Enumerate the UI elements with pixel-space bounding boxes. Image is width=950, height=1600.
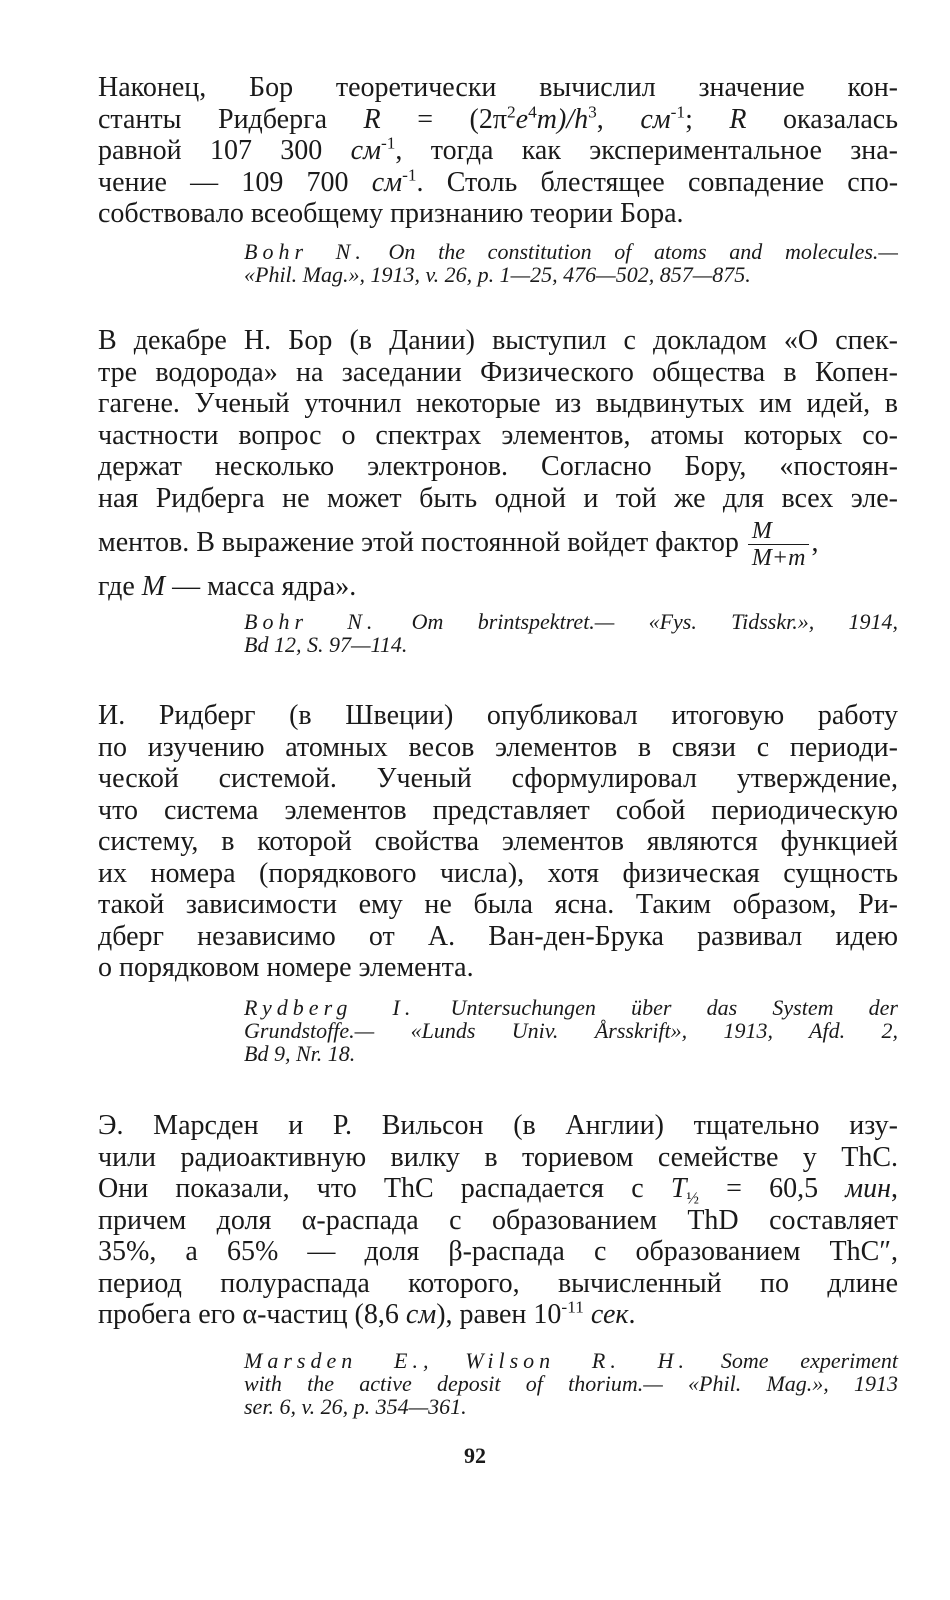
text-line: И. Ридберг (в Швеции) опубликовал итоговую работу [98, 700, 898, 731]
text-line: частности вопрос о спектрах элементов, атомы которых со- [98, 419, 898, 451]
text-line: равной 107 300 $см^{-1}$, тогда как экспериментальное зна- [98, 133, 899, 166]
text-line: такой зависимости ему не была ясна. Таким образом, Ри- [98, 889, 898, 920]
fraction-formula: $\frac{M}{M+m}$ [748, 518, 810, 571]
text-line: В декабре Н. Бор (в Дании) выступил с докладом «О спек- [98, 325, 898, 356]
reference-author: Marsden E., [244, 1348, 434, 1373]
text-line: тре водорода» на заседании Физического общества в Копен- [98, 356, 898, 388]
text-line: их номера (порядкового числа), хотя физическая сущность [98, 857, 898, 889]
text-line: станты Ридберга $R = (2\pi^2e^4m)/h^3$, $см^{-1}$; R оказалась [98, 102, 898, 135]
text-line: дберг независимо от А. Ван-ден-Брука развивал идею [98, 920, 898, 952]
reference-bohr-1913: Bohr N. On the constitution of atoms and molecules.— «Phil. Mag.», 1913, v. 26, p. 1—25, 476—502, 857—875. [244, 239, 898, 287]
reference-author: Rydberg I. [244, 995, 416, 1020]
text-line: ческой системой. Ученый сформулировал утверждение, [98, 763, 898, 794]
text-line: по изучению атомных весов элементов в связи с периоди- [98, 731, 898, 763]
text-line: Наконец, Бор теоретически вычислил значение кон- [98, 72, 898, 103]
reference-marsden-wilson-1913: Marsden E., Wilson R. H. Some experiment with the active deposit of thorium.— «Phil. Mag.», 1913 ser. 6, v. 26, p. 354—361. [244, 1348, 899, 1419]
paragraph-rydberg-periodic-system [98, 700, 898, 984]
text-line: гагене. Ученый уточнил некоторые из выдвинутых им идей, в [98, 388, 898, 419]
text-line: 35%, а 65% — доля β-распада с образованием ThC″, [98, 1236, 898, 1267]
text-line: что система элементов представляет собой периодическую [98, 794, 898, 826]
reference-author: Wilson R. H. [465, 1348, 690, 1373]
text-line: держат несколько электронов. Согласно Бору, «постоян- [98, 451, 898, 482]
text-line: чили радиоактивную вилку в ториевом семействе у ThC. [98, 1141, 898, 1173]
reference-rydberg-1913: Rydberg I. Untersuchungen über das System der Grundstoffe.— «Lunds Univ. Årsskrift», 1913, Afd. 2, Bd 9, Nr. 18. [244, 995, 898, 1066]
text-line: чение — 109 700 $см^{-1}$. Столь блестящее совпадение спо- [98, 165, 899, 198]
text-line: систему, в которой свойства элементов являются функцией [98, 826, 898, 857]
paragraph-bohr-hydrogen-spectrum [98, 325, 898, 603]
reference-bohr-1914: Bohr N. Om brintspektret.— «Fys. Tidsskr.», 1914, Bd 12, S. 97—114. [244, 609, 898, 657]
text-line: Они показали, что ThC распадается с $T_{\frac{1}{2}} = 60,5$ мин, [98, 1173, 899, 1208]
text-line: собствовало всеобщему признанию теории Бора. [98, 198, 684, 229]
reference-author: Bohr N. [244, 239, 366, 264]
text-line: ная Ридберга не может быть одной и той же для всех эле- [98, 482, 898, 514]
text-line: о порядковом номере элемента. [98, 952, 474, 983]
reference-author: Bohr N. [244, 609, 378, 634]
text-line: Э. Марсден и Р. Вильсон (в Англии) тщательно изу- [98, 1110, 898, 1141]
text-line: ментов. В выражение этой постоянной войдет фактор $\frac{M}{M+m}$ , [98, 518, 819, 571]
paragraph-bohr-rydberg-constant [98, 72, 898, 230]
text-line: период полураспада которого, вычисленный по длине [98, 1267, 898, 1299]
text-line: где M — масса ядра». [98, 571, 357, 602]
text-line: пробега его α-частиц (8,6 см), равен $10^{-11}$ сек. [98, 1297, 636, 1330]
paragraph-marsden-wilson [98, 1110, 898, 1331]
page-number: 92 [464, 1443, 486, 1468]
text-line: причем доля α-распада с образованием ThD составляет [98, 1204, 898, 1236]
